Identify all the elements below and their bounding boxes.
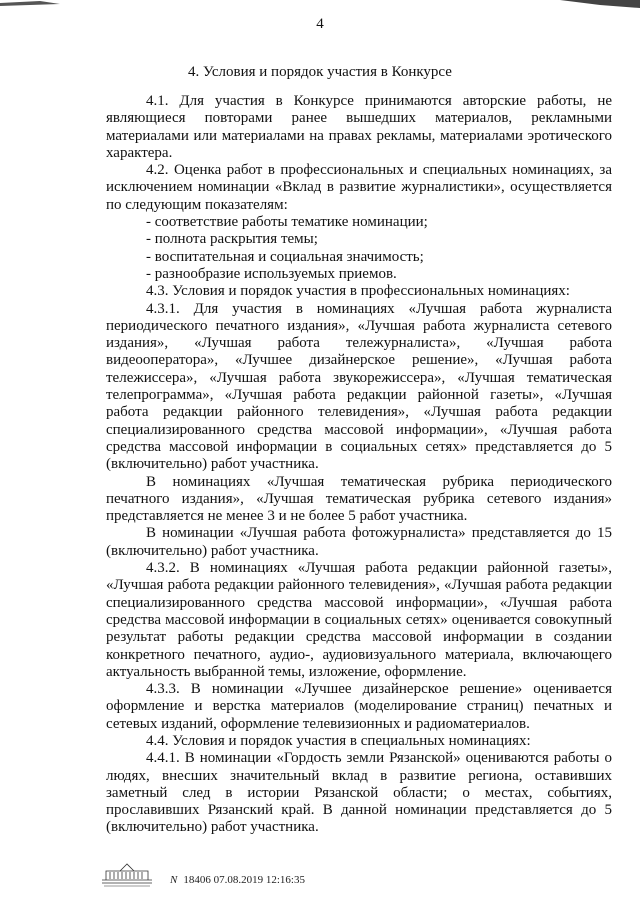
paragraph-4-2: 4.2. Оценка работ в профессиональных и специальных номинациях, за исключением номинации «Вклад в развитие журналистики», осуществляется по следующим показателям: [106, 162, 612, 213]
document-body [106, 93, 612, 837]
paragraph-4-4-1: 4.4.1. В номинации «Гордость земли Рязанской» оцениваются работы о людях, внесших значительный вклад в развитие региона, оставивших заметный след в истории Рязанской области; о местах, событиях, прославивших Рязанский край. В данной номинации представляется до 5 (включительно) работ участника. [106, 750, 612, 836]
paragraph-4-1: 4.1. Для участия в Конкурсе принимаются авторские работы, не являющиеся повторами ранее вышедших материалов, рекламными материалами или материалами на правах рекламы, материалами эротического характера. [106, 93, 612, 161]
page-number: 4 [316, 16, 324, 32]
paragraph-4-3: 4.3. Условия и порядок участия в профессиональных номинациях: [146, 283, 570, 300]
government-building-logo-icon [98, 860, 156, 888]
paragraph-4-3-2: 4.3.2. В номинациях «Лучшая работа редакции районной газеты», «Лучшая работа редакции районного телевидения», «Лучшая работа редакции специализированного средства массовой информации», «Лучшая работа средства массовой информации в социальных сетях» оценивается совокупный результат работы редакции средства массовой информации в создании конкретного печатного, аудио-, аудиовизуального материала, включающего актуальность выбранной темы, изложение, оформление. [106, 560, 612, 680]
document-footer [98, 858, 478, 894]
criteria-item: - разнообразие используемых приемов. [146, 265, 397, 282]
section-heading: 4. Условия и порядок участия в Конкурсе [188, 64, 452, 80]
paragraph-4-3-3: 4.3.3. В номинации «Лучшее дизайнерское решение» оценивается оформление и верстка материалов (моделирование страниц) печатных и сетевых изданий, оформление телевизионных и радиоматериалов. [106, 681, 612, 732]
paragraph-4-3-1-photo: В номинации «Лучшая работа фотожурналиста» представляется до 15 (включительно) работ участника. [106, 525, 612, 559]
registration-stamp [170, 874, 305, 886]
paragraph-4-3-1-rubric: В номинациях «Лучшая тематическая рубрика периодического печатного издания», «Лучшая тематическая рубрика сетевого издания» представляется не менее 3 и не более 5 работ участника. [106, 473, 612, 525]
paragraph-4-3-1: 4.3.1. Для участия в номинациях «Лучшая работа журналиста периодического печатного издания», «Лучшая работа журналиста сетевого издания», «Лучшая работа тележурналиста», «Лучшая работа видеооператора», «Лучшее дизайнерское решение», «Лучшая работа тележиссера», «Лучшая работа звукорежиссера», «Лучшая тематическая телепрограмма», «Лучшая работа редакции районной газеты», «Лучшая работа редакции районного телевидения», «Лучшая работа редакции специализированного средства массовой информации», «Лучшая работа средства массовой информации в социальных сетях» представляется до 5 (включительно) работ участника. [106, 300, 612, 473]
criteria-item: - полнота раскрытия темы; [146, 231, 318, 248]
criteria-item: - соответствие работы тематике номинации; [146, 214, 428, 231]
paragraph-4-4: 4.4. Условия и порядок участия в специальных номинациях: [146, 732, 531, 749]
number-sign: N [170, 874, 178, 886]
scan-edge-artifact [0, 0, 640, 10]
criteria-item: - воспитательная и социальная значимость; [146, 248, 424, 265]
registration-number-datetime: 18406 07.08.2019 12:16:35 [183, 874, 305, 886]
